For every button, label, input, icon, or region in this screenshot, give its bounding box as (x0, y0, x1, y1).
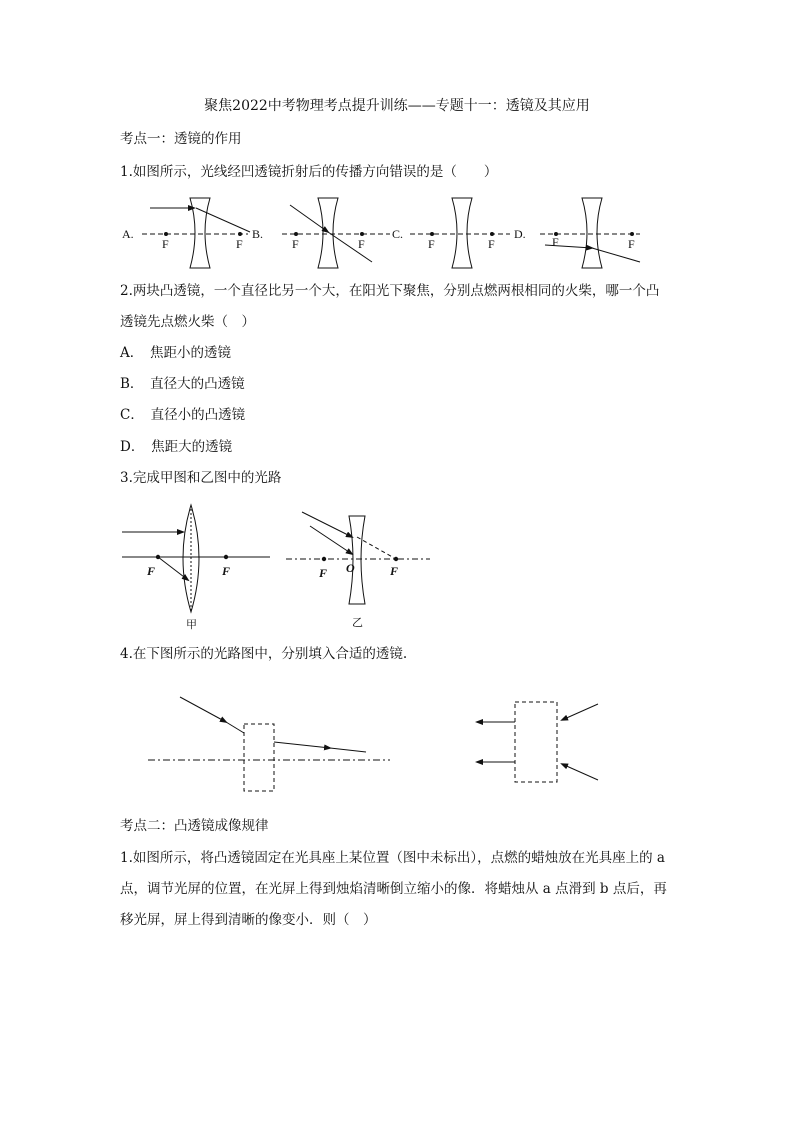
question-2-line-1: 2.两块凸透镜，一个直径比另一个大，在阳光下聚焦，分别点燃两根相同的火柴，哪一个凸 (120, 283, 660, 299)
fig-yi-caption: 乙 (352, 617, 363, 629)
q2-option-a: A． 焦距小的透镜 (120, 345, 231, 361)
focus-f: F (358, 237, 365, 251)
question-3: 3.完成甲图和乙图中的光路 (120, 470, 282, 486)
q5-line-1: 1.如图所示，将凸透镜固定在光具座上某位置（图中未标出），点燃的蜡烛放在光具座上的 a (120, 850, 665, 866)
yi-focus-right: F (390, 564, 399, 578)
fig-jia-caption: 甲 (186, 619, 197, 631)
q1-label-c: C. (392, 227, 404, 241)
q2-option-b: B． 直径大的凸透镜 (120, 376, 245, 392)
jia-focus-left: F (147, 564, 156, 578)
q4-figure (0, 690, 794, 800)
yi-origin: O (346, 561, 355, 575)
section-1-heading: 考点一：透镜的作用 (120, 131, 242, 147)
q5-line-2: 点，调节光屏的位置，在光屏上得到烛焰清晰倒立缩小的像．将蜡烛从 a 点滑到 b 点后，再 (120, 881, 667, 897)
yi-focus-left: F (319, 566, 328, 580)
q3-figure (0, 495, 794, 635)
q1-label-b: B. (252, 227, 264, 241)
question-2-line-2: 透镜先点燃火柴（ ） (120, 314, 255, 330)
q5-line-3: 移光屏，屏上得到清晰的像变小．则（ ） (120, 912, 377, 928)
focus-f: F (628, 237, 635, 251)
q2-option-d: D． 焦距大的透镜 (120, 439, 233, 455)
section-2-heading: 考点二：凸透镜成像规律 (120, 818, 269, 834)
focus-f: F (552, 235, 559, 249)
focus-f: F (292, 237, 299, 251)
focus-f: F (428, 237, 435, 251)
focus-f: F (488, 237, 495, 251)
page-title: 聚焦2022中考物理考点提升训练——专题十一：透镜及其应用 (204, 98, 590, 114)
q2-option-c: C． 直径小的凸透镜 (120, 407, 246, 423)
q1-label-a: A. (122, 227, 134, 241)
q1-label-d: D. (514, 227, 526, 241)
question-4: 4.在下图所示的光路图中，分别填入合适的透镜. (120, 646, 408, 662)
focus-f: F (236, 237, 243, 251)
question-1: 1.如图所示，光线经凹透镜折射后的传播方向错误的是（ ） (120, 164, 498, 180)
focus-f: F (162, 237, 169, 251)
q1-figure (0, 190, 794, 270)
jia-focus-right: F (222, 564, 231, 578)
